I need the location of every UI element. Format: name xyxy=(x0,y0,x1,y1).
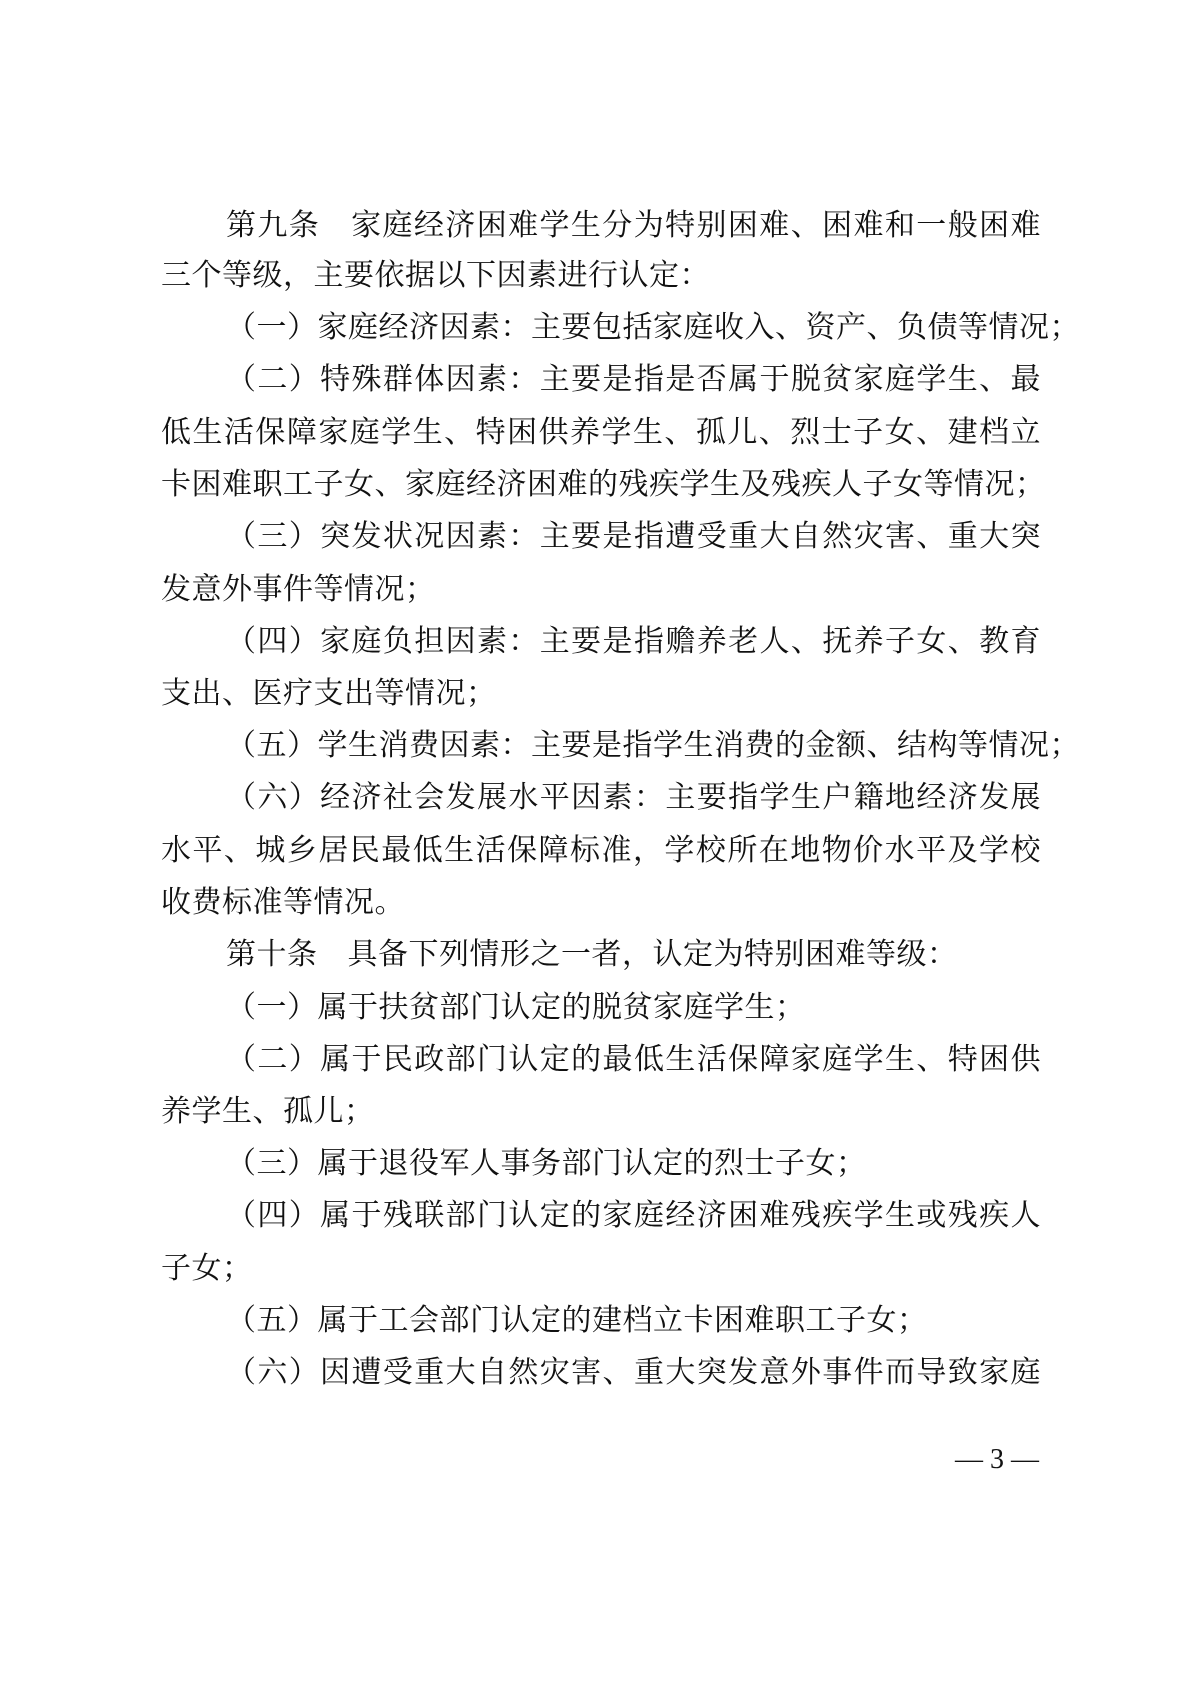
article-9-item-3-line-2: 发意外事件等情况； xyxy=(161,572,436,607)
article-9-item-1: （一）家庭经济因素：主要包括家庭收入、资产、负债等情况； xyxy=(226,310,1080,345)
article-9-item-2-line-2: 低生活保障家庭学生、特困供养学生、孤儿、烈士子女、建档立 xyxy=(161,415,1041,450)
article-10-label: 第十条 xyxy=(226,937,318,972)
article-9-item-4-line-1: （四）家庭负担因素：主要是指赡养老人、抚养子女、教育 xyxy=(226,624,1041,659)
page-number: — 3 — xyxy=(955,1444,1039,1475)
article-9-item-6-line-2: 水平、城乡居民最低生活保障标准，学校所在地物价水平及学校 xyxy=(161,833,1041,868)
article-10-item-4-line-2: 子女； xyxy=(161,1251,253,1286)
article-10-line-1 xyxy=(226,925,1041,985)
article-9-item-2-line-1: （二）特殊群体因素：主要是指是否属于脱贫家庭学生、最 xyxy=(226,362,1041,397)
article-10-item-2-line-2: 养学生、孤儿； xyxy=(161,1094,375,1129)
article-9-item-3-line-1: （三）突发状况因素：主要是指遭受重大自然灾害、重大突 xyxy=(226,519,1041,554)
article-9-item-5: （五）学生消费因素：主要是指学生消费的金额、结构等情况； xyxy=(226,728,1080,763)
article-10-item-6-line-1: （六）因遭受重大自然灾害、重大突发意外事件而导致家庭 xyxy=(226,1355,1041,1390)
article-9-line-2: 三个等级，主要依据以下因素进行认定： xyxy=(161,258,710,293)
article-9-item-4-line-2: 支出、医疗支出等情况； xyxy=(161,676,497,711)
article-10-item-5: （五）属于工会部门认定的建档立卡困难职工子女； xyxy=(226,1303,928,1338)
article-10-item-2-line-1: （二）属于民政部门认定的最低生活保障家庭学生、特困供 xyxy=(226,1042,1041,1077)
article-9-label: 第九条 xyxy=(226,208,321,243)
article-9-item-6-line-3: 收费标准等情况。 xyxy=(161,885,405,920)
article-10-item-4-line-1: （四）属于残联部门认定的家庭经济困难残疾学生或残疾人 xyxy=(226,1198,1041,1233)
article-10-item-1: （一）属于扶贫部门认定的脱贫家庭学生； xyxy=(226,990,806,1025)
article-9-text-1: 家庭经济困难学生分为特别困难、困难和一般困难 xyxy=(350,208,1042,243)
article-10-item-3: （三）属于退役军人事务部门认定的烈士子女； xyxy=(226,1146,867,1181)
article-9-item-2-line-3: 卡困难职工子女、家庭经济困难的残疾学生及残疾人子女等情况； xyxy=(161,467,1046,502)
article-10-text-1: 具备下列情形之一者，认定为特别困难等级： xyxy=(347,937,958,972)
article-9-item-6-line-1: （六）经济社会发展水平因素：主要指学生户籍地经济发展 xyxy=(226,780,1041,815)
